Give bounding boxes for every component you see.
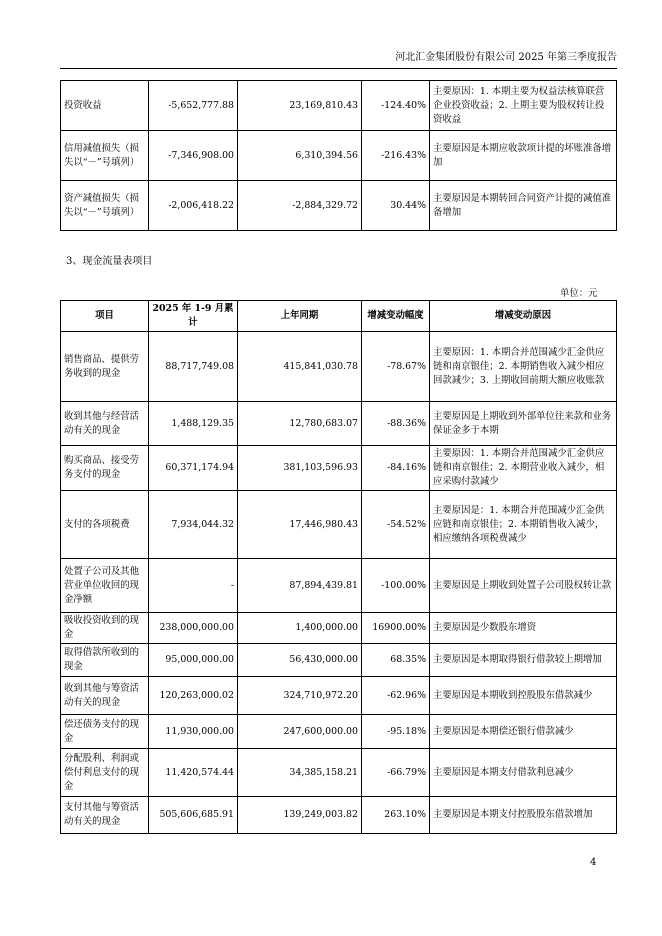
section-title: 3、现金流量表项目 [66,256,153,267]
table-row [61,797,617,834]
row-reason: 主要原因是本期收到控股股东借款减少 [430,677,617,715]
table-row [61,402,617,446]
table-row [61,715,617,749]
table-row [61,491,617,559]
row-change: -124.40% [362,81,430,131]
row-current: -5,652,777.88 [149,81,238,131]
row-change: -84.16% [362,446,430,491]
row-reason: 主要原因是本期支付控股股东借款增加 [430,797,617,834]
row-current: 505,606,685.91 [149,797,238,834]
unit-label: 单位：元 [560,288,598,299]
row-item: 处置子公司及其他营业单位收回的现金净额 [61,559,149,613]
table-row [61,81,617,131]
table-row [61,613,617,644]
header-previous: 上年同期 [238,301,362,332]
row-item: 购买商品、接受劳务支付的现金 [61,446,149,491]
table-row [61,332,617,402]
row-previous: 56,430,000.00 [238,644,362,677]
row-previous: 12,780,683.07 [238,402,362,446]
row-previous: 1,400,000.00 [238,613,362,644]
row-change: -216.43% [362,131,430,181]
row-reason: 主要原因是上期收到处置子公司股权转让款 [430,559,617,613]
row-item: 销售商品、提供劳务收到的现金 [61,332,149,402]
row-change: 16900.00% [362,613,430,644]
row-item: 信用减值损失（损失以“－”号填列） [61,131,149,181]
row-current: 7,934,044.32 [149,491,238,559]
row-reason: 主要原因是上期收到外部单位往来款和业务保证金多于本期 [430,402,617,446]
row-current: -2,006,418.22 [149,181,238,231]
row-item: 支付其他与筹资活动有关的现金 [61,797,149,834]
cashflow-table-body [61,332,617,834]
row-previous: 415,841,030.78 [238,332,362,402]
row-reason: 主要原因是本期支付借款利息减少 [430,749,617,797]
row-item: 投资收益 [61,81,149,131]
cashflow-table [60,300,617,834]
row-previous: 34,385,158.21 [238,749,362,797]
row-previous: 139,249,003.82 [238,797,362,834]
row-change: -95.18% [362,715,430,749]
row-previous: 247,600,000.00 [238,715,362,749]
row-reason: 主要原因是本期取得银行借款较上期增加 [430,644,617,677]
row-reason: 主要原因是少数股东增资 [430,613,617,644]
income-table-body [61,81,617,231]
row-previous: 17,446,980.43 [238,491,362,559]
row-item: 取得借款所收到的现金 [61,644,149,677]
table-row [61,749,617,797]
table-header-row [61,301,617,332]
page-header: 河北汇金集团股份有限公司 2025 年第三季度报告 [60,48,617,69]
row-current: 60,371,174.94 [149,446,238,491]
row-reason: 主要原因是本期应收款项计提的坏账准备增加 [430,131,617,181]
row-current: 95,000,000.00 [149,644,238,677]
row-previous: 23,169,810.43 [238,81,362,131]
row-change: 68.35% [362,644,430,677]
row-change: -66.79% [362,749,430,797]
table-row [61,559,617,613]
row-item: 分配股利、利润或偿付利息支付的现金 [61,749,149,797]
row-current: 238,000,000.00 [149,613,238,644]
row-change: 30.44% [362,181,430,231]
row-item: 资产减值损失（损失以“－”号填列） [61,181,149,231]
row-reason: 主要原因是本期转回合同资产计提的减值准备增加 [430,181,617,231]
row-previous: 6,310,394.56 [238,131,362,181]
row-current: 88,717,749.08 [149,332,238,402]
row-current: -7,346,908.00 [149,131,238,181]
row-change: -100.00% [362,559,430,613]
page-number: 4 [590,857,597,868]
table-row [61,131,617,181]
row-current: 1,488,129.35 [149,402,238,446]
row-item: 偿还债务支付的现金 [61,715,149,749]
row-current: 120,263,000.02 [149,677,238,715]
row-previous: 381,103,596.93 [238,446,362,491]
table-row [61,446,617,491]
row-current: 11,420,574.44 [149,749,238,797]
row-item: 收到其他与筹资活动有关的现金 [61,677,149,715]
row-reason: 主要原因：1. 本期主要为权益法核算联营企业投资收益；2. 上期主要为股权转让投资收益 [430,81,617,131]
row-item: 支付的各项税费 [61,491,149,559]
row-item: 收到其他与经营活动有关的现金 [61,402,149,446]
row-previous: -2,884,329.72 [238,181,362,231]
header-current: 2025 年 1-9 月累计 [149,301,238,332]
income-table [60,80,617,231]
row-reason: 主要原因：1. 本期合并范围减少汇金供应链和南京银佳；2. 本期营业收入减少，相应采购付款减少 [430,446,617,491]
row-change: 263.10% [362,797,430,834]
row-item: 吸收投资收到的现金 [61,613,149,644]
row-change: -88.36% [362,402,430,446]
row-change: -54.52% [362,491,430,559]
row-change: -78.67% [362,332,430,402]
table-row [61,181,617,231]
row-reason: 主要原因：1. 本期合并范围减少汇金供应链和南京银佳；2. 本期销售收入减少相应回款减少；3. 上期收回前期大额应收账款 [430,332,617,402]
row-previous: 87,894,439.81 [238,559,362,613]
row-current: 11,930,000.00 [149,715,238,749]
table-row [61,644,617,677]
row-previous: 324,710,972.20 [238,677,362,715]
header-reason: 增减变动原因 [430,301,617,332]
table-row [61,677,617,715]
header-item: 项目 [61,301,149,332]
row-reason: 主要原因是本期偿还银行借款减少 [430,715,617,749]
row-current: - [149,559,238,613]
row-change: -62.96% [362,677,430,715]
header-change: 增减变动幅度 [362,301,430,332]
row-reason: 主要原因是：1. 本期合并范围减少汇金供应链和南京银佳；2. 本期销售收入减少，相应缴纳各项税费减少 [430,491,617,559]
